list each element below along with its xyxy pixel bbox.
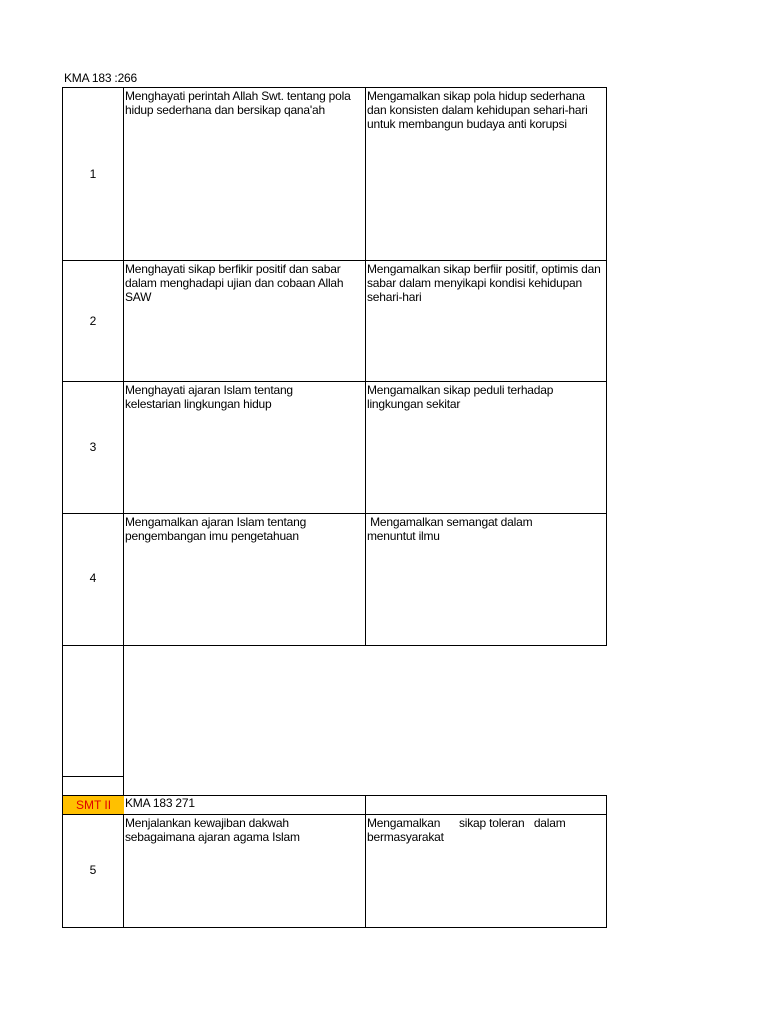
row-number: 2 bbox=[89, 314, 97, 328]
competency-cell: Mengamalkan sikap toleran dalam bermasyarakat bbox=[367, 816, 569, 844]
competency-cell: Menghayati ajaran Islam tentang kelestarian lingkungan hidup bbox=[125, 383, 293, 411]
competency-cell: Menghayati perintah Allah Swt. tentang pola hidup sederhana dan bersikap qana'ah bbox=[125, 89, 351, 117]
row-number: 3 bbox=[89, 440, 97, 454]
row-number: 1 bbox=[89, 167, 97, 181]
competency-cell: Mengamalkan sikap pola hidup sederhana dan konsisten dalam kehidupan sehari-hari untuk membangun budaya anti korupsi bbox=[367, 89, 588, 131]
competency-cell: Mengamalkan ajaran Islam tentang pengembangan imu pengetahuan bbox=[125, 515, 307, 543]
competency-cell: Mengamalkan sikap berfiir positif, optimis dan sabar dalam menyikapi kondisi kehidupan sehari-hari bbox=[367, 262, 601, 304]
document-heading: KMA 183 :266 bbox=[64, 71, 137, 85]
competency-cell: Mengamalkan semangat dalam menuntut ilmu bbox=[367, 515, 536, 543]
competency-cell: Menghayati sikap berfikir positif dan sabar dalam menghadapi ujian dan cobaan Allah SAW bbox=[125, 262, 344, 304]
semester-badge: SMT II bbox=[63, 796, 124, 814]
competency-cell: Mengamalkan sikap peduli terhadap lingkungan sekitar bbox=[367, 383, 554, 411]
row-number: 4 bbox=[89, 571, 97, 585]
row-number: 5 bbox=[89, 863, 97, 877]
semester-kma: KMA 183 271 bbox=[125, 796, 195, 810]
competency-cell: Menjalankan kewajiban dakwah sebagaimana ajaran agama Islam bbox=[125, 816, 300, 844]
